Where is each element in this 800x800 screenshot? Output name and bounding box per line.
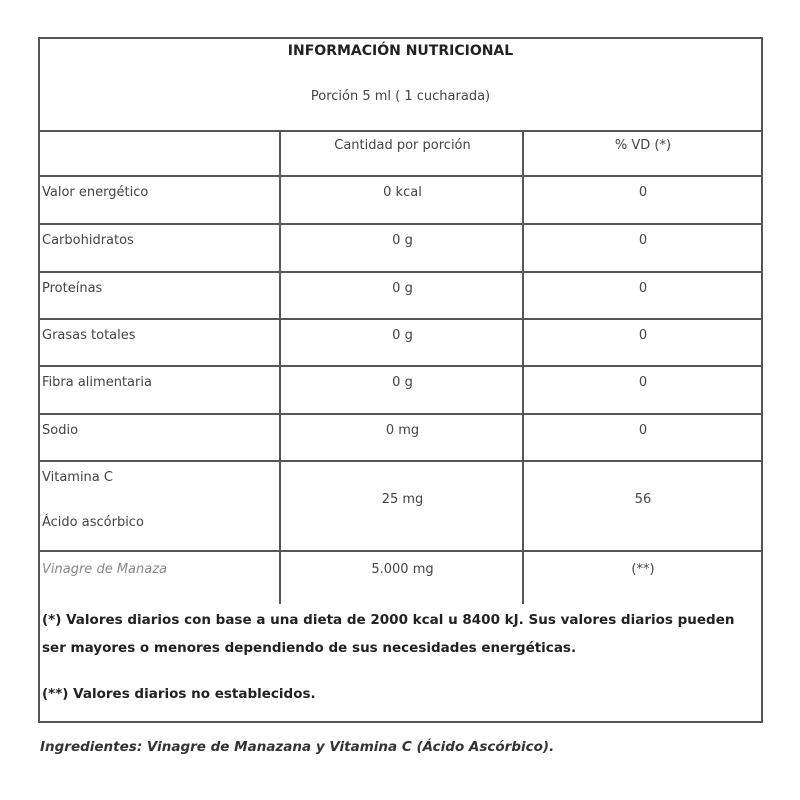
table-row-amount: 0 g <box>392 328 413 343</box>
table-row-vd: (**) <box>631 562 655 577</box>
portion-size: Porción 5 ml ( 1 cucharada) <box>310 89 491 104</box>
nutrition-header <box>40 39 761 132</box>
table-row-vd: 56 <box>634 492 652 507</box>
table-row-amount: 0 kcal <box>383 185 422 200</box>
column-divider <box>279 130 281 604</box>
table-row-vd: 0 <box>638 423 648 438</box>
table-row-vd: 0 <box>638 185 648 200</box>
table-row-amount: 0 g <box>392 281 413 296</box>
table-row-amount: 0 g <box>392 233 413 248</box>
table-row-vd: 0 <box>638 281 648 296</box>
row-divider <box>40 175 761 177</box>
table-row-name: Carbohidratos <box>42 233 134 248</box>
table-row-name: Valor energético <box>42 185 149 200</box>
table-row-amount: 25 mg <box>381 492 424 507</box>
table-row-vd: 0 <box>638 233 648 248</box>
ingredients-text: Ingredientes: Vinagre de Manazana y Vitamina C (Ácido Ascórbico). <box>40 739 555 755</box>
table-row-name: Grasas totales <box>42 328 136 343</box>
column-header-amount: Cantidad por porción <box>334 138 471 153</box>
footnote-daily-values: (*) Valores diarios con base a una dieta de 2000 kcal u 8400 kJ. Sus valores diarios pueden ser mayores o menores dependiendo de sus necesidades energéticas. <box>42 612 735 656</box>
table-row-name: Sodio <box>42 423 79 438</box>
footnote-not-established: (**) Valores diarios no establecidos. <box>42 686 316 702</box>
table-row-name-secondary: Ácido ascórbico <box>42 515 144 530</box>
nutrition-table <box>40 130 761 604</box>
table-row-amount: 5.000 mg <box>371 562 434 577</box>
table-row-name: Fibra alimentaria <box>42 375 152 390</box>
table-row-vd: 0 <box>638 328 648 343</box>
row-divider <box>40 318 761 320</box>
row-divider <box>40 550 761 552</box>
row-divider <box>40 460 761 462</box>
row-divider <box>40 365 761 367</box>
table-row-name: Vitamina C <box>42 470 113 485</box>
table-row-name: Proteínas <box>42 281 103 296</box>
nutrition-facts-panel <box>38 37 763 723</box>
table-row-amount: 0 g <box>392 375 413 390</box>
column-divider <box>522 130 524 604</box>
table-row-vd: 0 <box>638 375 648 390</box>
row-divider <box>40 271 761 273</box>
row-divider <box>40 413 761 415</box>
column-header-vd: % VD (*) <box>614 138 672 153</box>
table-row-name: Vinagre de Manaza <box>42 562 167 577</box>
row-divider <box>40 223 761 225</box>
nutrition-title: INFORMACIÓN NUTRICIONAL <box>287 43 514 59</box>
table-row-amount: 0 mg <box>385 423 420 438</box>
